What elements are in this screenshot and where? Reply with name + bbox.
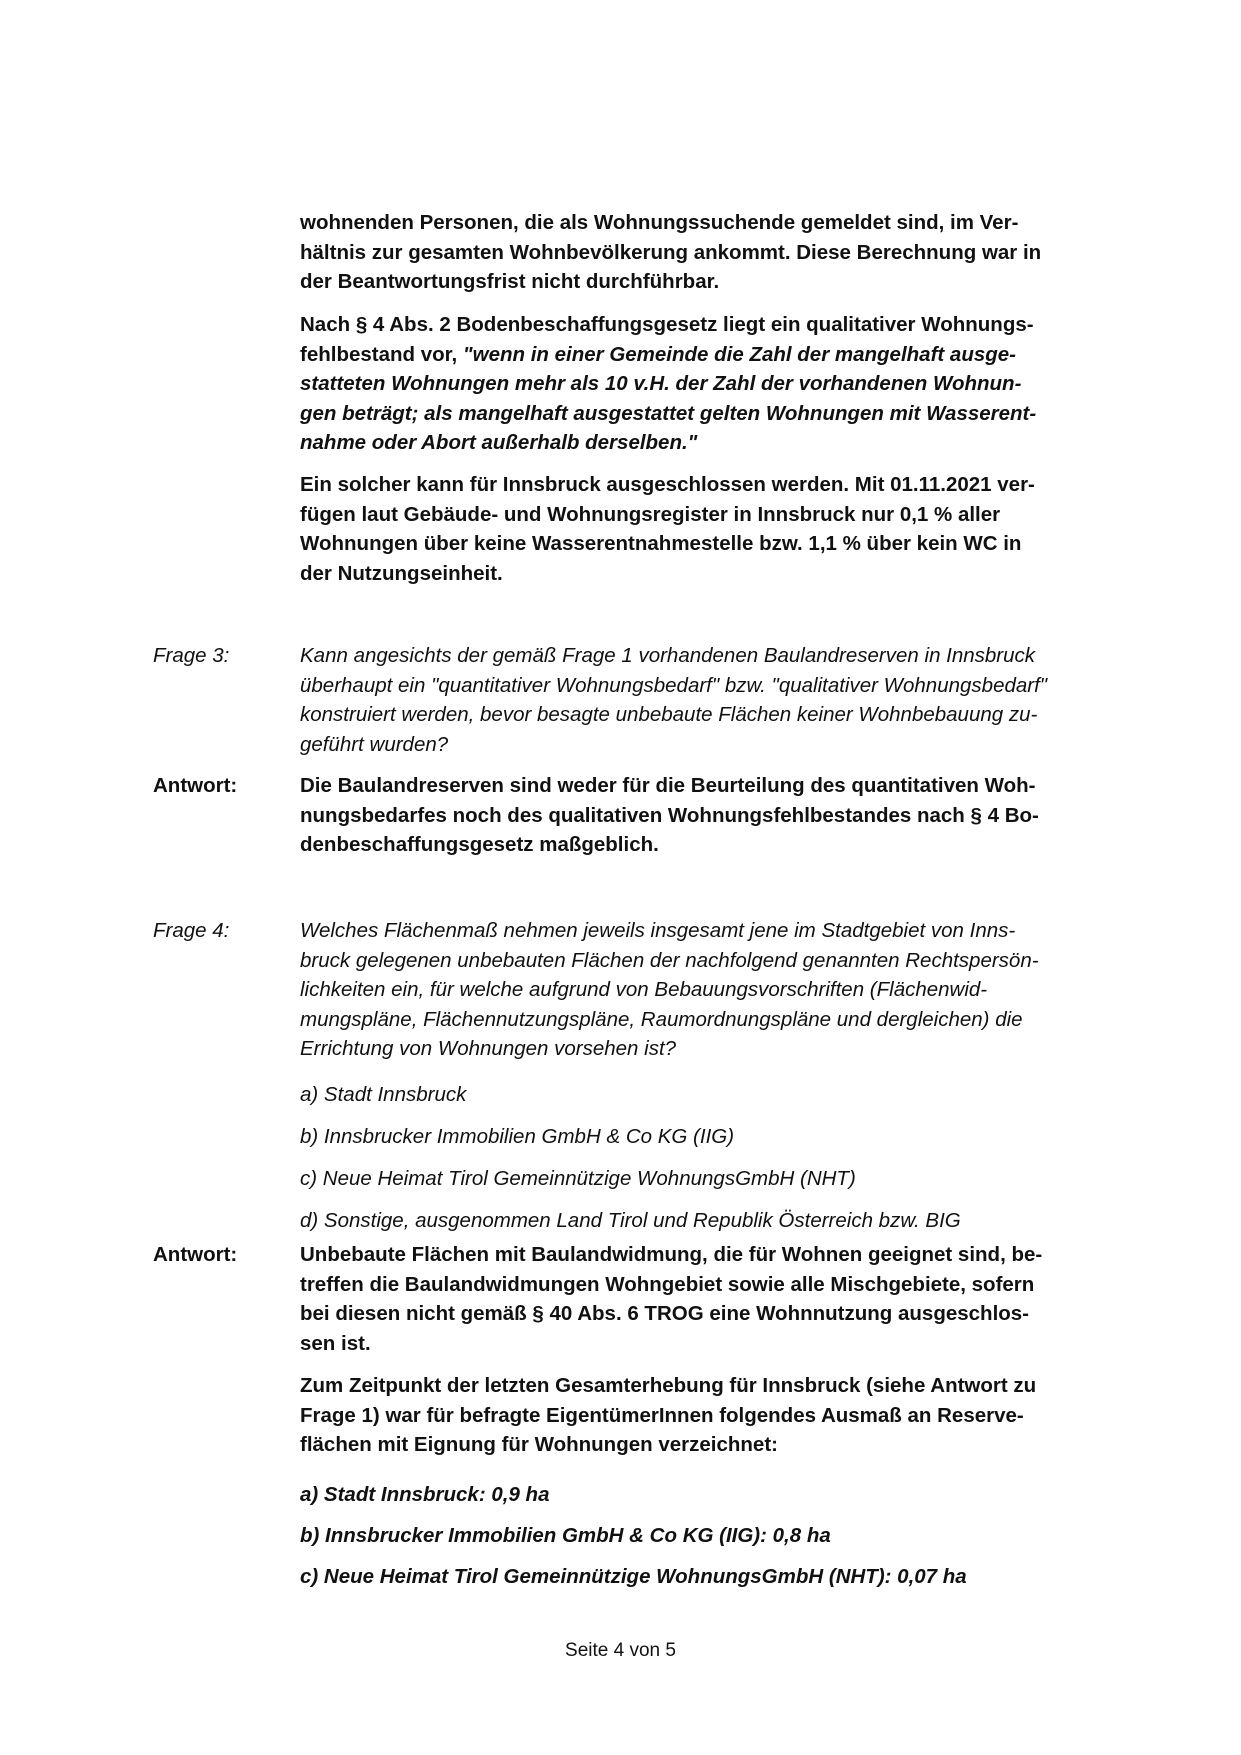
text-line: flächen mit Eignung für Wohnungen verzeichnet:: [300, 1433, 778, 1456]
text-line: denbeschaffungsgesetz maßgeblich.: [300, 833, 659, 856]
text-line: [300, 340, 1160, 370]
text-line: gen beträgt; als mangelhaft ausgestattet gelten Wohnungen mit Wasserent-: [300, 401, 1037, 425]
text-line: b) Innsbrucker Immobilien GmbH & Co KG (IIG): 0,8 ha: [300, 1524, 831, 1547]
text-line: b) Innsbrucker Immobilien GmbH & Co KG (IIG): [300, 1125, 735, 1148]
text-line: Unbebaute Flächen mit Baulandwidmung, die für Wohnen geeignet sind, be-: [300, 1243, 1043, 1266]
text-line: Zum Zeitpunkt der letzten Gesamterhebung für Innsbruck (siehe Antwort zu: [300, 1374, 1037, 1397]
answer2-paragraph-3: [300, 470, 1160, 588]
text-line: Errichtung von Wohnungen vorsehen ist?: [300, 1037, 677, 1060]
text-span: fehlbestand vor,: [300, 342, 463, 366]
question-4-text: [300, 916, 1160, 1064]
text-line: bruck gelegenen unbebauten Flächen der nachfolgend genannten Rechtspersön-: [300, 948, 1039, 972]
text-line: nungsbedarfes noch des qualitativen Wohnungsfehlbestandes nach § 4 Bo-: [300, 803, 1039, 827]
question-4-items: [300, 1074, 1160, 1242]
text-line: der Beantwortungsfrist nicht durchführbar.: [300, 270, 720, 293]
text-line: überhaupt ein "quantitativer Wohnungsbedarf" bzw. "qualitativer Wohnungsbedarf": [300, 673, 1048, 697]
answer2-paragraph-1: [300, 208, 1160, 297]
text-line: treffen die Baulandwidmungen Wohngebiet sowie alle Mischgebiete, sofern: [300, 1272, 1035, 1296]
text-line: wohnenden Personen, die als Wohnungssuchende gemeldet sind, im Ver-: [300, 211, 1019, 234]
law-quote-start: "wenn in einer Gemeinde die Zahl der mangelhaft ausge-: [462, 342, 1016, 366]
text-line: fügen laut Gebäude- und Wohnungsregister in Innsbruck nur 0,1 % aller: [300, 502, 1001, 526]
text-line: sen ist.: [300, 1331, 371, 1355]
question-4-label: Frage 4:: [153, 919, 230, 942]
text-line: Kann angesichts der gemäß Frage 1 vorhandenen Baulandreserven in Innsbruck: [300, 644, 1036, 667]
page-number: Seite 4 von 5: [565, 1640, 676, 1661]
text-line: nahme oder Abort außerhalb derselben.": [300, 431, 698, 454]
text-line: Welches Flächenmaß nehmen jeweils insgesamt jene im Stadtgebiet von Inns-: [300, 919, 1016, 942]
text-line: bei diesen nicht gemäß § 40 Abs. 6 TROG eine Wohnnutzung ausgeschlos-: [300, 1302, 1030, 1325]
answer-4-paragraph-1: [300, 1240, 1160, 1358]
question-3-text: [300, 641, 1160, 759]
text-line: hältnis zur gesamten Wohnbevölkerung ankommt. Diese Berechnung war in: [300, 240, 1042, 264]
text-line: Nach § 4 Abs. 2 Bodenbeschaffungsgesetz liegt ein qualitativer Wohnungs-: [300, 313, 1034, 336]
answer-4-paragraph-2: [300, 1371, 1160, 1460]
answer-3-label: Antwort:: [153, 774, 238, 797]
law-quote: [300, 369, 1160, 458]
text-line: konstruiert werden, bevor besagte unbebaute Flächen keiner Wohnbebauung zu-: [300, 703, 1038, 726]
text-line: Wohnungen über keine Wasserentnahmestelle bzw. 1,1 % über kein WC in: [300, 532, 1022, 555]
text-line: der Nutzungseinheit.: [300, 561, 503, 585]
answer2-paragraph-2: [300, 310, 1160, 458]
text-line: lichkeiten ein, für welche aufgrund von Bebauungsvorschriften (Flächenwid-: [300, 978, 988, 1001]
text-line: a) Stadt Innsbruck: 0,9 ha: [300, 1483, 550, 1506]
text-line: Die Baulandreserven sind weder für die Beurteilung des quantitativen Woh-: [300, 774, 1036, 797]
answer-4-items: [300, 1474, 1160, 1597]
text-line: c) Neue Heimat Tirol Gemeinnützige WohnungsGmbH (NHT): 0,07 ha: [300, 1565, 967, 1588]
question-3-label: Frage 3:: [153, 644, 230, 667]
text-line: geführt wurden?: [300, 732, 449, 756]
text-line: statteten Wohnungen mehr als 10 v.H. der Zahl der vorhandenen Wohnun-: [300, 372, 1022, 395]
text-line: d) Sonstige, ausgenommen Land Tirol und Republik Österreich bzw. BIG: [300, 1209, 961, 1232]
text-line: a) Stadt Innsbruck: [300, 1083, 467, 1106]
text-line: c) Neue Heimat Tirol Gemeinnützige WohnungsGmbH (NHT): [300, 1167, 856, 1190]
text-line: mungspläne, Flächennutzungspläne, Raumordnungspläne und dergleichen) die: [300, 1007, 1023, 1031]
answer-3-text: [300, 771, 1160, 860]
answer-4-label: Antwort:: [153, 1243, 238, 1266]
text-line: Ein solcher kann für Innsbruck ausgeschlossen werden. Mit 01.11.2021 ver-: [300, 473, 1035, 496]
text-line: Frage 1) war für befragte EigentümerInnen folgendes Ausmaß an Reserve-: [300, 1403, 1024, 1427]
